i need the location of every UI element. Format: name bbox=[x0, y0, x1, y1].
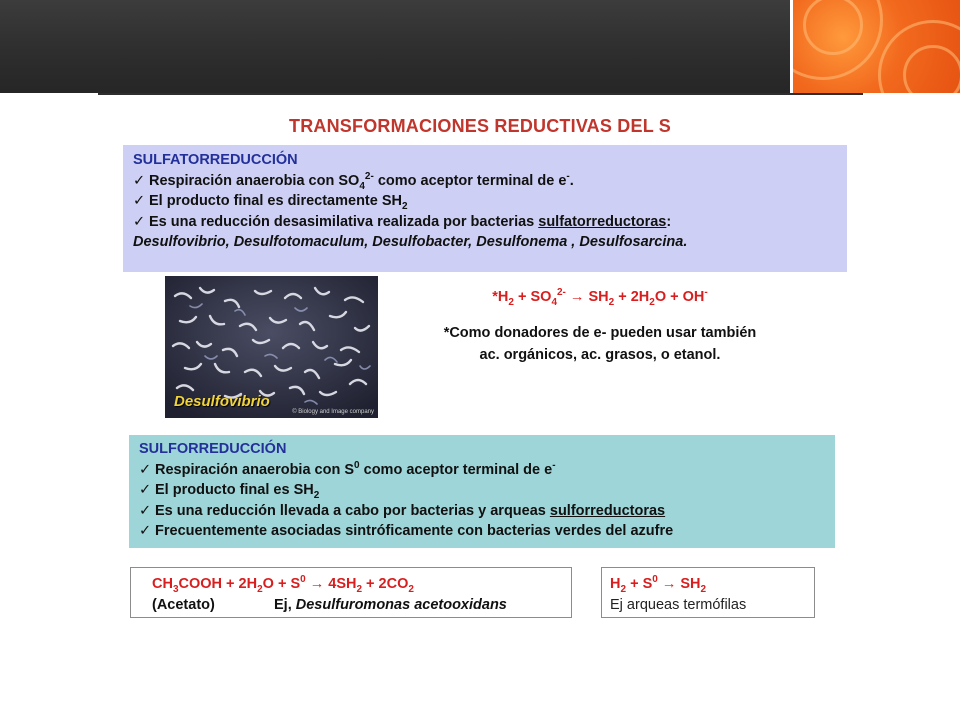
hydrogen-example: Ej arqueas termófilas bbox=[610, 597, 747, 613]
note-line-2: ac. orgánicos, ac. grasos, o etanol. bbox=[479, 347, 721, 363]
header-band bbox=[0, 0, 790, 93]
decorative-ring bbox=[903, 45, 960, 93]
sulfatorreduccion-line-3: ✓ Es una reducción desasimilativa realizada por bacterias sulfatorreductoras: bbox=[133, 212, 837, 233]
decorative-orange-block bbox=[793, 0, 960, 93]
hydrogen-equation-box bbox=[601, 567, 815, 618]
sulforreduccion-line-2: ✓ El producto final es $SH_2$ bbox=[139, 482, 320, 501]
sulfatorreduccion-heading: SULFATORREDUCCIÓN bbox=[133, 152, 298, 168]
hydrogen-equation: $H_2 + S^0 \to SH_2$ bbox=[610, 574, 707, 595]
header-divider bbox=[98, 93, 863, 95]
page-title: TRANSFORMACIONES REDUCTIVAS DEL S bbox=[289, 116, 671, 136]
desulfovibrio-photo bbox=[165, 276, 378, 418]
sulforreduccion-line-1: ✓ Respiración anaerobia con $S^0$ como aceptor terminal de e- bbox=[139, 460, 825, 481]
acetate-equation-box bbox=[130, 567, 572, 618]
check-icon: ✓ bbox=[139, 461, 152, 478]
sulforreduccion-box bbox=[129, 435, 835, 548]
sulfate-reduction-equation: $*H_2 + SO_4^{2-} \to SH_2 + 2H_2O + OH^-$ bbox=[492, 287, 708, 308]
photo-label: Desulfovibrio bbox=[174, 393, 270, 410]
check-icon: ✓ bbox=[139, 523, 152, 539]
note-line-1: *Como donadores de e- pueden usar también bbox=[443, 325, 757, 341]
check-icon: ✓ bbox=[139, 482, 152, 498]
acetate-equation: $CH_3COOH + 2H_2O + S^0 \to 4SH_2 + 2CO_2$ bbox=[152, 574, 414, 595]
arrow-icon: → bbox=[565, 289, 589, 305]
sulforreduccion-line-3: ✓ Es una reducción llevada a cabo por bacterias y arqueas sulforreductoras bbox=[139, 501, 825, 522]
sulforreduccion-heading: SULFORREDUCCIÓN bbox=[139, 441, 287, 457]
arrow-icon: → bbox=[657, 576, 681, 592]
sulfatorreduccion-line-1: ✓ Respiración anaerobia con $SO_4^{2-}$ como aceptor terminal de e-. bbox=[133, 170, 574, 192]
electron-donor-note bbox=[400, 322, 800, 366]
arrow-icon: → bbox=[305, 576, 329, 592]
sulfatorreduccion-species: Desulfovibrio, Desulfotomaculum, Desulfobacter, Desulfonema , Desulfosarcina. bbox=[133, 234, 688, 250]
acetate-example: (Acetato) Ej, Desulfuromonas acetooxidans bbox=[152, 597, 507, 613]
check-icon: ✓ bbox=[133, 193, 146, 209]
check-icon: ✓ bbox=[133, 172, 146, 189]
sulfatorreduccion-box bbox=[123, 145, 847, 272]
photo-credit: © Biology and Image company bbox=[292, 409, 374, 415]
sulfatorreduccion-line-2: ✓ El producto final es directamente $SH_2$ bbox=[133, 193, 408, 212]
sulforreduccion-line-4: ✓ Frecuentemente asociadas sintróficamente con bacterias verdes del azufre bbox=[139, 521, 825, 542]
check-icon: ✓ bbox=[139, 502, 152, 519]
check-icon: ✓ bbox=[133, 213, 146, 230]
